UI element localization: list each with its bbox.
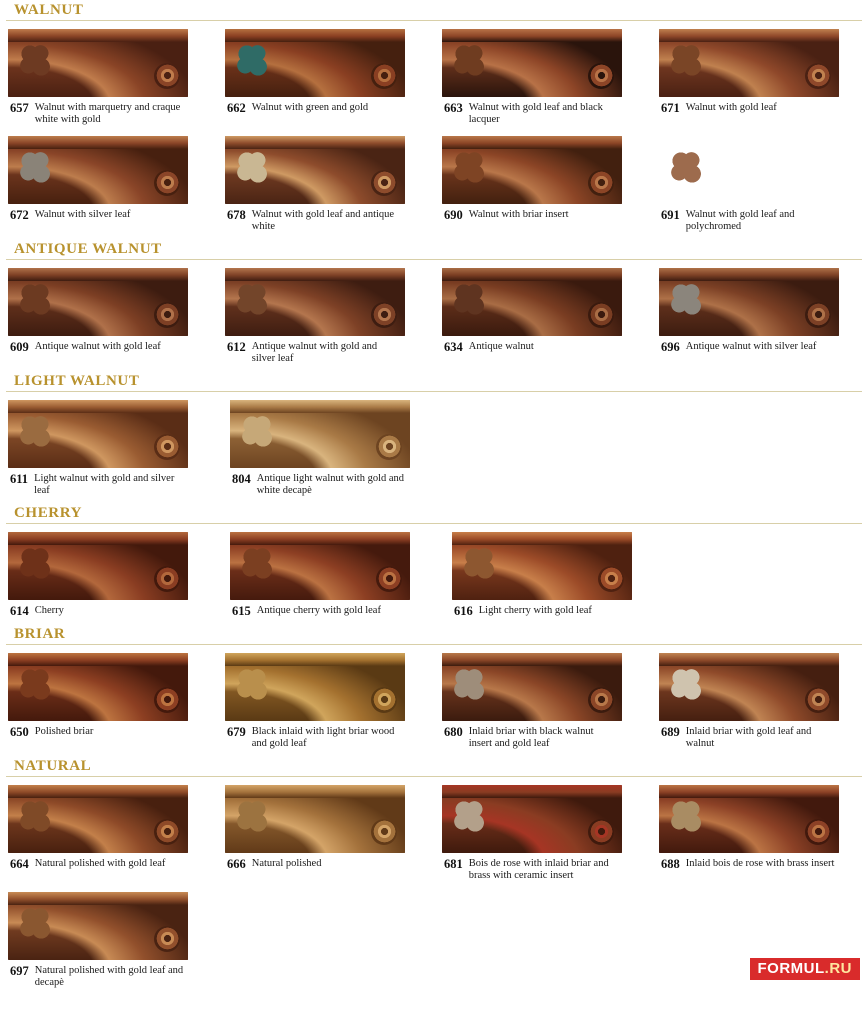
carved-rosette-detail — [235, 43, 269, 77]
carved-rosette-detail — [18, 799, 52, 833]
scroll-curl-detail — [805, 170, 831, 196]
finish-caption — [230, 605, 438, 618]
carved-bracket-image — [659, 29, 839, 97]
finish-code: 663 — [444, 101, 463, 115]
carved-rosette-detail — [452, 667, 486, 701]
finish-item[interactable] — [434, 781, 651, 888]
carved-rosette-detail — [669, 799, 703, 833]
scroll-curl-detail — [805, 687, 831, 713]
finish-caption — [225, 102, 428, 115]
scroll-curl-detail — [588, 170, 614, 196]
swatch-top-band — [442, 268, 622, 281]
finish-description: Antique walnut with silver leaf — [685, 341, 817, 352]
swatch-top-band — [8, 892, 188, 905]
finish-caption — [8, 209, 211, 222]
carved-bracket-image — [225, 136, 405, 204]
scroll-curl-detail — [371, 302, 397, 328]
swatch-top-band — [659, 785, 839, 798]
finish-item[interactable] — [217, 649, 434, 756]
finish-description: Black inlaid with light briar wood and gold leaf — [251, 726, 395, 749]
finish-code: 804 — [232, 472, 251, 486]
finish-swatch — [442, 136, 622, 204]
scroll-curl-detail — [588, 819, 614, 845]
scroll-curl-detail — [154, 170, 180, 196]
finish-caption — [659, 102, 862, 115]
finish-code: 689 — [661, 725, 680, 739]
finish-code: 672 — [10, 208, 29, 222]
carved-bracket-image — [8, 136, 188, 204]
swatch-top-band — [8, 653, 188, 666]
finish-swatch — [8, 29, 188, 97]
section-title: WALNUT — [6, 0, 862, 21]
finish-code: 612 — [227, 340, 246, 354]
finish-swatch — [659, 785, 839, 853]
carved-bracket-image — [8, 892, 188, 960]
swatch-top-band — [442, 785, 622, 798]
finish-item[interactable] — [434, 649, 651, 756]
finish-caption — [659, 726, 862, 750]
finish-swatch — [8, 268, 188, 336]
finish-swatch — [225, 653, 405, 721]
carved-rosette-detail — [669, 150, 703, 184]
carved-bracket-image — [230, 400, 410, 468]
finish-section — [0, 888, 868, 995]
finish-item[interactable] — [0, 25, 217, 132]
finish-item[interactable] — [217, 264, 434, 371]
swatch-top-band — [225, 29, 405, 42]
carved-bracket-image — [442, 29, 622, 97]
finish-description: Walnut with briar insert — [468, 209, 569, 220]
swatch-top-band — [442, 653, 622, 666]
finish-code: 678 — [227, 208, 246, 222]
finish-swatch — [8, 400, 188, 468]
carved-bracket-image — [452, 532, 632, 600]
scroll-curl-detail — [371, 170, 397, 196]
swatch-top-band — [225, 785, 405, 798]
scroll-curl-detail — [154, 302, 180, 328]
finish-caption — [8, 341, 211, 354]
finish-caption — [452, 605, 660, 618]
swatch-top-band — [230, 532, 410, 545]
carved-rosette-detail — [235, 799, 269, 833]
swatch-top-band — [659, 29, 839, 42]
carved-bracket-image — [442, 268, 622, 336]
finish-section — [0, 0, 868, 132]
finish-caption — [659, 209, 862, 233]
carved-bracket-image — [659, 268, 839, 336]
carved-bracket-image — [225, 29, 405, 97]
finish-item[interactable] — [651, 264, 868, 371]
carved-bracket-image — [8, 400, 188, 468]
swatch-top-band — [230, 400, 410, 413]
carved-rosette-detail — [18, 906, 52, 940]
finish-swatch — [659, 268, 839, 336]
carved-rosette-detail — [240, 546, 274, 580]
scroll-curl-detail — [376, 434, 402, 460]
finish-description: Inlaid bois de rose with brass insert — [685, 858, 835, 869]
finish-swatch — [230, 532, 410, 600]
finish-swatch — [659, 653, 839, 721]
carved-rosette-detail — [452, 43, 486, 77]
scroll-curl-detail — [154, 434, 180, 460]
watermark-suffix: .RU — [824, 960, 852, 977]
carved-bracket-image — [8, 268, 188, 336]
carved-bracket-image — [659, 785, 839, 853]
finish-description: Walnut with green and gold — [251, 102, 369, 113]
finish-description: Light cherry with gold leaf — [478, 605, 592, 616]
scroll-curl-detail — [588, 302, 614, 328]
finish-caption — [8, 102, 211, 126]
finish-description: Cherry — [34, 605, 64, 616]
carved-rosette-detail — [669, 282, 703, 316]
finish-row — [0, 781, 868, 888]
scroll-curl-detail — [805, 302, 831, 328]
finish-description: Inlaid briar with black walnut insert and gold leaf — [468, 726, 594, 749]
finish-description: Inlaid briar with gold leaf and walnut — [685, 726, 812, 749]
carved-bracket-image — [659, 653, 839, 721]
finish-code: 657 — [10, 101, 29, 115]
scroll-curl-detail — [154, 63, 180, 89]
finish-code: 671 — [661, 101, 680, 115]
finish-item[interactable] — [434, 264, 651, 371]
carved-rosette-detail — [18, 414, 52, 448]
carved-rosette-detail — [452, 282, 486, 316]
finish-code: 691 — [661, 208, 680, 222]
swatch-top-band — [442, 136, 622, 149]
finish-description: Light walnut with gold and silver leaf — [34, 473, 175, 496]
finish-caption — [659, 341, 862, 354]
finish-code: 696 — [661, 340, 680, 354]
carved-rosette-detail — [235, 150, 269, 184]
finish-caption — [8, 726, 211, 739]
finish-caption — [225, 209, 428, 233]
scroll-curl-detail — [154, 819, 180, 845]
finish-swatch — [8, 653, 188, 721]
carved-rosette-detail — [18, 667, 52, 701]
finish-description: Antique walnut — [468, 341, 534, 352]
finish-item[interactable] — [222, 528, 444, 624]
finish-code: 664 — [10, 857, 29, 871]
carved-rosette-detail — [462, 546, 496, 580]
finish-item[interactable] — [444, 528, 666, 624]
finish-code: 650 — [10, 725, 29, 739]
finish-caption — [8, 605, 216, 618]
finish-description: Walnut with gold leaf and antique white — [251, 209, 395, 232]
finish-swatch — [225, 785, 405, 853]
carved-bracket-image — [225, 785, 405, 853]
carved-rosette-detail — [18, 282, 52, 316]
finish-item[interactable] — [651, 781, 868, 888]
finish-description: Antique walnut with gold leaf — [34, 341, 161, 352]
scroll-curl-detail — [371, 63, 397, 89]
finish-code: 681 — [444, 857, 463, 871]
scroll-curl-detail — [154, 687, 180, 713]
swatch-top-band — [225, 653, 405, 666]
carved-bracket-image — [225, 653, 405, 721]
swatch-top-band — [452, 532, 632, 545]
finish-code: 690 — [444, 208, 463, 222]
carved-rosette-detail — [452, 150, 486, 184]
swatch-top-band — [8, 29, 188, 42]
finish-swatch — [8, 532, 188, 600]
swatch-top-band — [8, 785, 188, 798]
finish-caption — [442, 102, 645, 126]
finish-code: 697 — [10, 964, 29, 978]
finish-description: Walnut with gold leaf — [685, 102, 777, 113]
finish-description: Walnut with gold leaf and polychromed — [685, 209, 795, 232]
section-title: ANTIQUE WALNUT — [6, 239, 862, 260]
finish-swatch — [659, 29, 839, 97]
finish-swatch — [225, 136, 405, 204]
carved-rosette-detail — [669, 667, 703, 701]
finish-item[interactable] — [217, 781, 434, 888]
watermark-text: FORMUL — [757, 960, 825, 977]
carved-rosette-detail — [18, 150, 52, 184]
finish-swatch — [230, 400, 410, 468]
finish-section — [0, 132, 868, 239]
finish-section — [0, 756, 868, 888]
section-title: LIGHT WALNUT — [6, 371, 862, 392]
finish-item[interactable] — [651, 25, 868, 132]
finish-code: 680 — [444, 725, 463, 739]
finish-item[interactable] — [651, 649, 868, 756]
finish-caption — [225, 341, 428, 365]
finish-code: 615 — [232, 604, 251, 618]
finish-swatch — [225, 268, 405, 336]
finish-item[interactable] — [0, 132, 217, 239]
finish-swatch — [8, 136, 188, 204]
finish-caption — [442, 726, 645, 750]
carved-bracket-image — [442, 653, 622, 721]
finish-caption — [230, 473, 438, 497]
scroll-curl-detail — [371, 687, 397, 713]
finish-swatch — [452, 532, 632, 600]
carved-rosette-detail — [18, 546, 52, 580]
finish-code: 609 — [10, 340, 29, 354]
finish-item[interactable] — [0, 264, 217, 371]
carved-rosette-detail — [240, 414, 274, 448]
finish-description: Walnut with marquetry and craque white with gold — [34, 102, 181, 125]
finish-item[interactable] — [222, 396, 444, 503]
carved-rosette-detail — [18, 43, 52, 77]
finish-description: Antique light walnut with gold and white decapè — [256, 473, 405, 496]
finish-description: Polished briar — [34, 726, 94, 737]
scroll-curl-detail — [598, 566, 624, 592]
scroll-curl-detail — [154, 566, 180, 592]
finish-item[interactable] — [434, 132, 651, 239]
finish-code: 679 — [227, 725, 246, 739]
finish-item[interactable] — [0, 888, 222, 995]
finish-code: 611 — [10, 472, 29, 486]
swatch-top-band — [225, 268, 405, 281]
finish-description: Natural polished with gold leaf — [34, 858, 166, 869]
carved-rosette-detail — [235, 282, 269, 316]
finish-caption — [442, 341, 645, 354]
finish-item[interactable] — [217, 132, 434, 239]
scroll-curl-detail — [588, 63, 614, 89]
finish-row — [0, 649, 868, 756]
finish-description: Natural polished with gold leaf and decapè — [34, 965, 184, 988]
finish-code: 662 — [227, 101, 246, 115]
finish-caption — [225, 726, 428, 750]
swatch-top-band — [225, 136, 405, 149]
finish-caption — [442, 209, 645, 222]
carved-rosette-detail — [669, 43, 703, 77]
finish-item[interactable] — [651, 132, 868, 239]
scroll-curl-detail — [805, 63, 831, 89]
carved-rosette-detail — [452, 799, 486, 833]
carved-bracket-image — [225, 268, 405, 336]
finish-code: 688 — [661, 857, 680, 871]
finish-code: 614 — [10, 604, 29, 618]
swatch-top-band — [659, 136, 839, 149]
finish-swatch — [442, 268, 622, 336]
finish-item[interactable] — [0, 396, 222, 503]
finish-caption — [8, 965, 216, 989]
finish-description: Walnut with gold leaf and black lacquer — [468, 102, 603, 125]
swatch-top-band — [8, 136, 188, 149]
formul-watermark — [750, 958, 861, 980]
carved-rosette-detail — [235, 667, 269, 701]
scroll-curl-detail — [371, 819, 397, 845]
finish-code: 616 — [454, 604, 473, 618]
finish-caption — [659, 858, 862, 871]
finish-description: Antique cherry with gold leaf — [256, 605, 381, 616]
finish-section — [0, 371, 868, 503]
section-title: BRIAR — [6, 624, 862, 645]
finish-item[interactable] — [0, 528, 222, 624]
finish-swatch — [225, 29, 405, 97]
swatch-top-band — [8, 532, 188, 545]
section-title: CHERRY — [6, 503, 862, 524]
carved-bracket-image — [230, 532, 410, 600]
finish-item[interactable] — [217, 25, 434, 132]
section-title: NATURAL — [6, 756, 862, 777]
finish-swatch — [442, 29, 622, 97]
finish-item[interactable] — [0, 649, 217, 756]
carved-bracket-image — [8, 29, 188, 97]
swatch-top-band — [442, 29, 622, 42]
carved-bracket-image — [8, 653, 188, 721]
finish-item[interactable] — [434, 25, 651, 132]
swatch-top-band — [659, 653, 839, 666]
finish-caption — [225, 858, 428, 871]
finish-swatch — [442, 653, 622, 721]
carved-bracket-image — [8, 785, 188, 853]
swatch-top-band — [8, 400, 188, 413]
finish-description: Natural polished — [251, 858, 322, 869]
finish-swatch — [659, 136, 839, 204]
finish-section — [0, 239, 868, 371]
finish-code: 666 — [227, 857, 246, 871]
finish-row — [0, 396, 868, 503]
swatch-top-band — [8, 268, 188, 281]
scroll-curl-detail — [588, 687, 614, 713]
finish-caption — [8, 473, 216, 497]
finish-caption — [442, 858, 645, 882]
finish-description: Bois de rose with inlaid briar and brass with ceramic insert — [468, 858, 609, 881]
finish-swatch — [8, 892, 188, 960]
finish-description: Walnut with silver leaf — [34, 209, 131, 220]
finish-caption — [8, 858, 211, 871]
finish-row — [0, 264, 868, 371]
scroll-curl-detail — [376, 566, 402, 592]
finish-row — [0, 888, 868, 995]
scroll-curl-detail — [154, 926, 180, 952]
finish-swatch — [442, 785, 622, 853]
carved-bracket-image — [442, 785, 622, 853]
swatch-top-band — [659, 268, 839, 281]
finish-row — [0, 528, 868, 624]
carved-bracket-image — [442, 136, 622, 204]
finish-row — [0, 25, 868, 132]
finish-section — [0, 503, 868, 624]
finish-row — [0, 132, 868, 239]
finish-item[interactable] — [0, 781, 217, 888]
scroll-curl-detail — [805, 819, 831, 845]
finish-section — [0, 624, 868, 756]
finish-swatch — [8, 785, 188, 853]
carved-bracket-image — [8, 532, 188, 600]
finish-description: Antique walnut with gold and silver leaf — [251, 341, 378, 364]
finish-code: 634 — [444, 340, 463, 354]
carved-bracket-image — [659, 136, 839, 204]
